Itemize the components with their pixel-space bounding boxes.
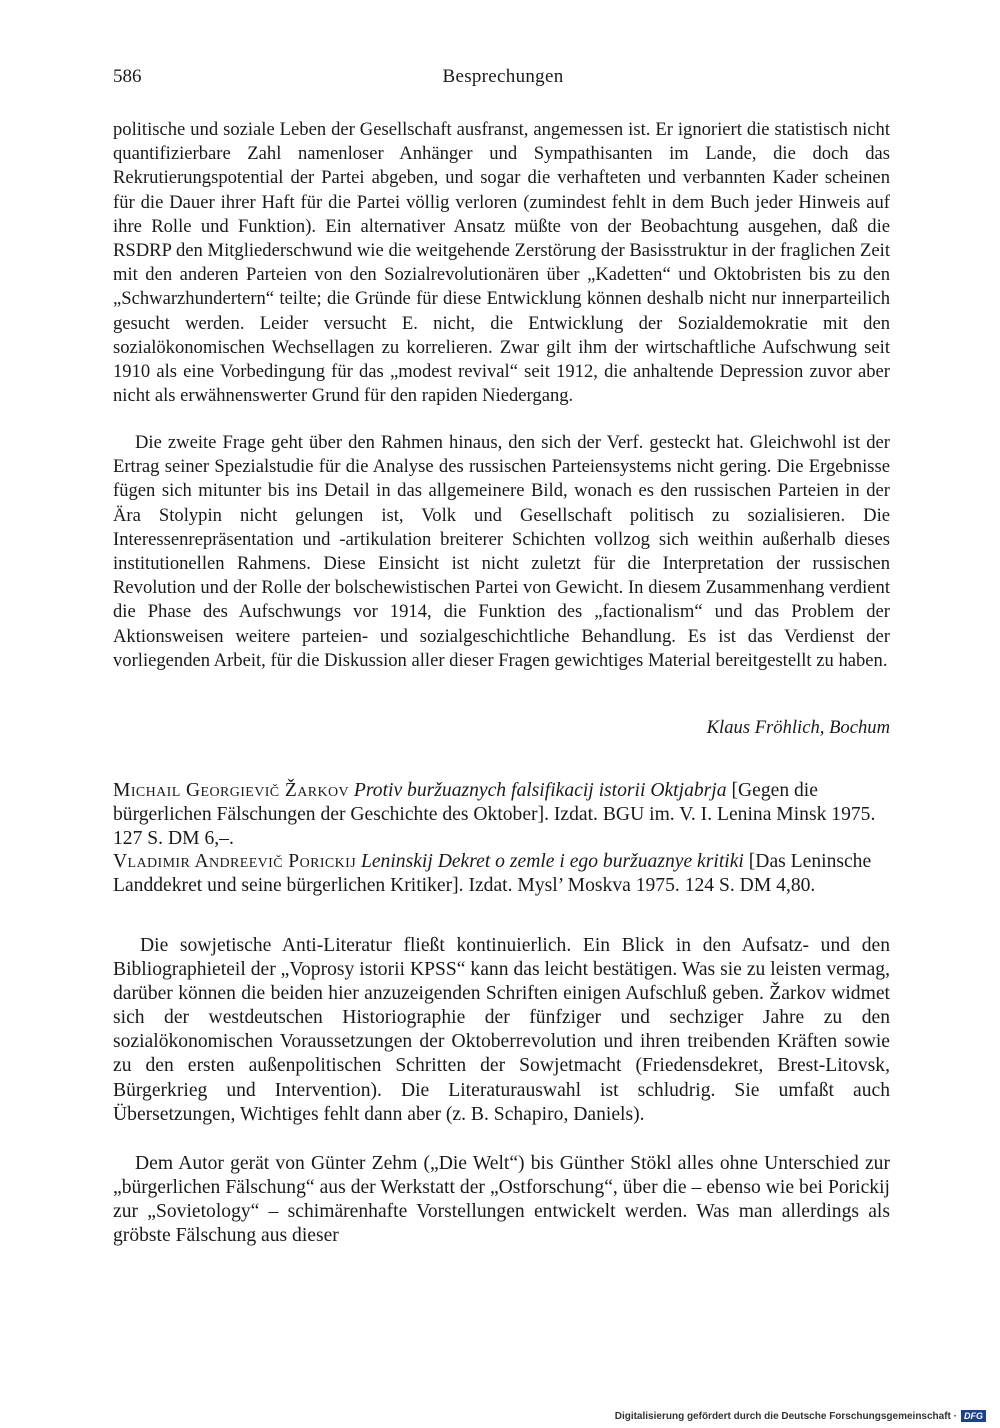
review1-paragraph-2: Die zweite Frage geht über den Rahmen hinaus, den sich der Verf. gesteckt hat. Gleichwohl ist der Ertrag seiner Spezialstudie für die Analyse des russischen Parteiensystems nicht gering. Die Ergebnisse fügen sich mitunter bis ins Detail in das allgemeinere Bild, wonach es den russischen Parteien in der Ära Stolypin nicht gelungen ist, Volk und Gesellschaft politisch zu sozialisieren. Die Interessenrepräsentation und -artikulation breiterer Schichten vollzog sich weithin außerhalb dieses institutionellen Rahmens. Diese Einsicht ist nicht zuletzt für die Interpretation der russischen Revolution und der Rolle der bolschewistischen Partei von Gewicht. In diesem Zusammenhang verdient die Phase des Aufschwungs vor 1914, die Funktion des „factionalism“ und das Problem der Aktionsweisen weitere parteien- und sozialgeschichtliche Behandlung. Es ist das Verdienst der vorliegenden Arbeit, für die Diskussion aller dieser Fragen gewichtiges Material bereitgestellt zu haben. xyxy=(113,432,890,671)
bib-author: Michail Georgievič Žarkov xyxy=(113,780,349,801)
bib-title: Leninskij Dekret o zemle i ego buržuaznye kritiki xyxy=(360,851,744,873)
review1-signature: Klaus Fröhlich, Bochum xyxy=(706,717,890,738)
footer-text: Digitalisierung gefördert durch die Deutsche Forschungsgemeinschaft · xyxy=(614,1410,957,1422)
bibliography-entry xyxy=(113,779,890,850)
bib-details: [Gegen die bürgerlichen Fälschungen der Geschichte des Oktober]. Izdat. BGU im. V. I. Lenina Minsk 1975. 127 S. DM 6,–. xyxy=(113,780,876,849)
bib-details: [Das Leninsche Landdekret und seine bürgerlichen Kritiker]. Izdat. Mysl’ Moskva 1975. 124 S. DM 4,80. xyxy=(113,851,872,897)
review2-paragraph-1: Die sowjetische Anti-Literatur fließt kontinuierlich. Ein Blick in den Aufsatz- und den Bibliographieteil der „Voprosy istorii KPSS“ kann das leicht bestätigen. Was sie zu leisten vermag, darüber können die beiden hier anzuzeigenden Schriften einigen Aufschluß geben. Žarkov widmet sich der westdeutschen Historiographie der fünfziger und sechziger Jahre zu den sozialökonomischen Voraussetzungen der Oktoberrevolution und ihren treibenden Kräften sowie zu den ersten außenpolitischen Schritten der Sowjetmacht (Friedensdekret, Brest-Litovsk, Bürgerkrieg und Intervention). Die Literaturauswahl ist schludrig. Sie umfaßt auch Übersetzungen, Wichtiges fehlt dann aber (z. B. Schapiro, Daniels). xyxy=(113,935,890,1125)
digitization-footer xyxy=(615,1410,986,1422)
dfg-logo: DFG xyxy=(961,1410,986,1422)
bib-title: Protiv buržuaznych falsifikacij istorii Oktjabrja xyxy=(353,780,727,801)
page-header xyxy=(113,66,893,96)
bibliography-entry xyxy=(113,850,890,898)
running-head: Besprechungen xyxy=(442,66,564,87)
review1-paragraph-1: politische und soziale Leben der Gesellschaft ausfranst, angemessen ist. Er ignoriert die statistisch nicht quantifizierbare Zahl namenloser Anhänger und Sympathisanten im Lande, die doch das Rekrutierungspotential der Partei abgeben, und sogar die verhafteten und verbannten Kader scheinen für die Dauer ihrer Haft für die Partei völlig verloren (zumindest fehlt in dem Buch jeder Hinweis auf ihre Rolle und Funktion). Ein alternativer Ansatz müßte von der Beobachtung ausgehen, daß die RSDRP den Mitgliederschwund wie die weitgehende Zerstörung der Basisstruktur in der fraglichen Zeit mit den anderen Parteien von den Sozialrevolutionären über „Kadetten“ und Oktobristen bis zu den „Schwarzhundertern“ teilte; die Gründe für diese Entwicklung können deshalb nicht nur innerparteilich gesucht werden. Leider versucht E. nicht, die Entwicklung der Sozialdemokratie mit den sozialökonomischen Wechsellagen zu korrelieren. Zwar gilt ihm der wirtschaftliche Aufschwung seit 1910 als eine Vorbedingung für das „modest revival“ seit 1912, die anhaltende Depression zuvor aber nicht als erwähnenswerter Grund für den rapiden Niedergang. xyxy=(113,119,890,407)
bibliography-block xyxy=(113,779,890,898)
review2-paragraph-2: Dem Autor gerät von Günter Zehm („Die Welt“) bis Günther Stökl alles ohne Unterschied zur „bürgerlichen Fälschung“ aus der Werkstatt der „Ostforschung“, über die – ebenso wie bei Porickij zur „Sovietology“ – schimärenhafte Vorstellungen entwickelt werden. Was man allerdings als gröbste Fälschung aus dieser xyxy=(113,1153,890,1247)
bib-author: Vladimir Andreevič Porickij xyxy=(113,851,357,873)
page-number: 586 xyxy=(113,66,142,87)
